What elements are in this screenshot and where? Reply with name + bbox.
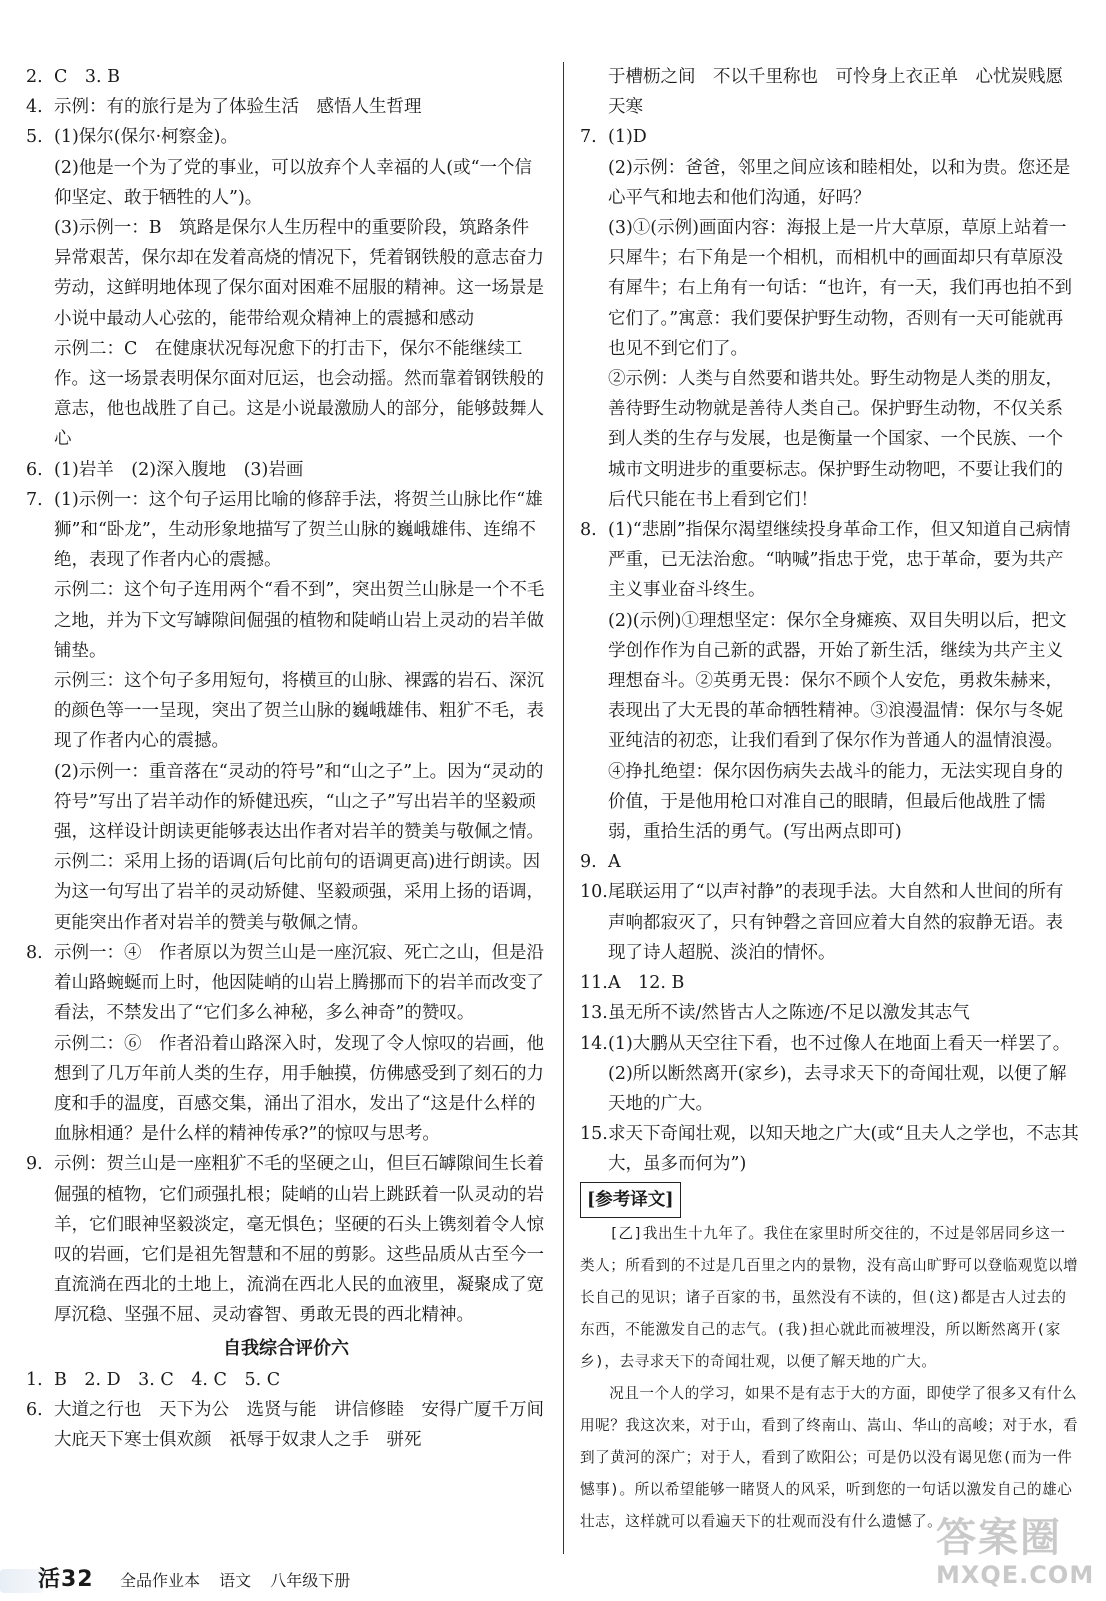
answer-text: (1)“悲剧”指保尔渴望继续投身革命工作，但又知道自己病情严重，已无法治愈。“呐喊”指忠于党，忠于革命，要为共产主义事业奋斗终生。 xyxy=(608,520,1071,601)
grade: 八年级下册 xyxy=(270,1571,351,1590)
answer-number: 15. xyxy=(580,1124,608,1145)
translation-paragraph: [乙]我出生十九年了。我住在家里时所交往的，不过是邻居同乡这一类人；所看到的不过是几百里之内的景物，没有高山旷野可以登临观览以增长自己的见识；诸子百家的书，虽然没有不读的，但(这)都是古人过去的东西，不能激发自己的志气。(我)担心就此而被埋没，所以断然离开(家乡)，去寻求天下的奇闻壮观，以便了解天地的广大。 xyxy=(580,1224,1079,1370)
answer-number: 11. xyxy=(580,973,608,994)
answer-item xyxy=(580,968,1080,998)
page-footer xyxy=(0,1565,560,1601)
answer-item xyxy=(26,1149,546,1330)
subject: 语文 xyxy=(219,1571,252,1590)
page-number: 活32 xyxy=(38,1567,94,1592)
reference-translation-label: [参考译文] xyxy=(580,1182,681,1218)
answer-subparagraph: (2)示例：爸爸，邻里之间应该和睦相处，以和为贵。您还是心平气和地去和他们沟通，好吗？ xyxy=(608,157,1071,208)
answer-number: 6. xyxy=(26,459,43,480)
translation-paragraph: 况且一个人的学习，如果不是有志于大的方面，即使学了很多又有什么用呢？我这次来，对于山，看到了终南山、嵩山、华山的高峻；对于水，看到了黄河的深广；对于人，看到了欧阳公；可是仍以没有谒见您(而为一件憾事)。所以希望能够一睹贤人的风采，听到您的一句话以激发自己的雄心壮志，这样就可以看遍天下的壮观而没有什么遗憾了。 xyxy=(580,1384,1079,1530)
answer-text: (1)示例一：这个句子运用比喻的修辞手法，将贺兰山脉比作“雄狮”和“卧龙”，生动形象地描写了贺兰山脉的巍峨雄伟、连绵不绝，表现了作者内心的震撼。 xyxy=(54,489,543,571)
answer-item xyxy=(26,1395,562,1455)
answer-number: 7. xyxy=(26,489,43,510)
answer-subparagraph: (2)所以断然离开(家乡)，去寻求天下的奇闻壮观，以便了解天地的广大。 xyxy=(608,1063,1067,1114)
answer-item xyxy=(26,62,546,92)
answer-subparagraph: 示例二：这个句子连用两个“看不到”，突出贺兰山脉是一个不毛之地，并为下文写罅隙间倔强的植物和陡峭山岩上灵动的岩羊做铺垫。 xyxy=(54,580,545,661)
answer-text: 示例：贺兰山是一座粗犷不毛的坚硬之山，但巨石罅隙间生长着倔强的植物，它们顽强扎根；陡峭的山岩上跳跃着一队灵动的岩羊，它们眼神坚毅淡定，毫无惧色；坚硬的石头上镌刻着令人惊叹的岩画，它们是祖先智慧和不屈的剪影。这些品质从古至今一直流淌在西北的土地上，流淌在西北人民的血液里，凝聚成了宽厚沉稳、坚强不屈、灵动睿智、勇敢无畏的西北精神。 xyxy=(54,1154,544,1326)
answer-number: 2. xyxy=(26,67,43,87)
answer-text: 示例一：④ 作者原以为贺兰山是一座沉寂、死亡之山，但是沿着山路蜿蜒而上时，他因陡峭的山岩上腾挪而下的岩羊而改变了看法，不禁发出了“它们多么神秘，多么神奇”的赞叹。 xyxy=(54,942,544,1024)
answer-number: 1. xyxy=(26,1369,43,1390)
answer-item xyxy=(580,1029,1080,1059)
answer-number: 9. xyxy=(580,852,597,873)
answer-item xyxy=(26,122,546,152)
left-column xyxy=(26,62,562,1455)
answer-subparagraph: ②示例：人类与自然要和谐共处。野生动物是人类的朋友，善待野生动物就是善待人类自己。保护野生动物，不仅关系到人类的生存与发展，也是衡量一个国家、一个民族、一个城市文明进步的重要标志。保护野生动物吧，不要让我们的后代只能在书上看到它们！ xyxy=(608,369,1063,510)
answer-number: 4. xyxy=(26,97,43,118)
answer-subparagraph: 示例二：采用上扬的语调(后句比前句的语调更高)进行朗读。因为这一句写出了岩羊的灵动矫健、坚毅顽强，采用上扬的语调，更能突出作者对岩羊的赞美与敬佩之情。 xyxy=(54,852,544,933)
answer-number: 8. xyxy=(26,942,43,963)
answer-number: 13. xyxy=(580,1003,608,1024)
answer-number: 5. xyxy=(26,127,43,148)
answer-item xyxy=(580,847,1080,877)
answer-item xyxy=(26,92,546,122)
answer-subparagraph: (2)示例一：重音落在“灵动的符号”和“山之子”上。因为“灵动的符号”写出了岩羊动作的矫健迅疾，“山之子”写出岩羊的坚毅顽强，这样设计朗读更能够表达出作者对岩羊的赞美与敬佩之情。 xyxy=(54,761,544,843)
answer-text: (1)岩羊 (2)深入腹地 (3)岩画 xyxy=(54,459,304,480)
answer-item xyxy=(580,122,1080,152)
reference-translation-heading xyxy=(580,1182,1080,1218)
answer-number: 9. xyxy=(26,1154,43,1175)
answer-item xyxy=(580,998,1080,1028)
book-title: 全品作业本 xyxy=(120,1571,201,1590)
answer-text: A xyxy=(608,852,621,873)
answer-number: 6. xyxy=(26,1399,43,1420)
answer-number: 14. xyxy=(580,1033,608,1054)
answer-subparagraph: 示例二：C 在健康状况每况愈下的打击下，保尔不能继续工作。这一场景表明保尔面对厄运，也会动摇。然而靠着钢铁般的意志，他也战胜了自己。这是小说最激励人的部分，能够鼓舞人心 xyxy=(54,338,544,450)
answer-number: 7. xyxy=(580,127,597,148)
answer-number: 8. xyxy=(580,520,597,541)
answer-subparagraph: 示例三：这个句子多用短句，将横亘的山脉、裸露的岩石、深沉的颜色等一一呈现，突出了贺兰山脉的巍峨雄伟、粗犷不毛，表现了作者内心的震撼。 xyxy=(54,671,544,752)
answer-text: (1)大鹏从天空往下看，也不过像人在地面上看天一样罢了。 xyxy=(608,1033,1071,1054)
answer-text: A 12. B xyxy=(608,973,685,994)
answer-text: 尾联运用了“以声衬静”的表现手法。大自然和人世间的所有声响都寂灭了，只有钟磬之音回应着大自然的寂静无语。表现了诗人超脱、淡泊的情怀。 xyxy=(608,882,1064,963)
column-divider xyxy=(563,62,564,1554)
answer-text: 虽无所不读/然皆古人之陈迹/不足以激发其志气 xyxy=(608,1003,970,1024)
answer-item xyxy=(580,515,1080,606)
answer-item xyxy=(26,938,546,1029)
answer-item xyxy=(26,485,546,576)
watermark-logo xyxy=(936,1515,1095,1593)
section-title: 自我综合评价六 xyxy=(223,1337,349,1359)
answer-text: B 2. D 3. C 4. C 5. C xyxy=(54,1369,281,1390)
answer-text: 求天下奇闻壮观，以知天地之广大(或“且夫人之学也，不志其大，虽多而何为”) xyxy=(608,1124,1079,1175)
answer-text: (1)D xyxy=(608,127,647,148)
watermark-cn: 答案圈 xyxy=(936,1515,1062,1561)
answer-item xyxy=(580,877,1080,968)
right-column xyxy=(580,62,1080,1538)
answer-text: 大道之行也 天下为公 选贤与能 讲信修睦 安得广厦千万间 大庇天下寒士俱欢颜 祇辱于奴隶人之手 骈死 xyxy=(54,1399,562,1450)
answer-subparagraph: (2)他是一个为了党的事业，可以放弃个人幸福的人(或“一个信仰坚定、敢于牺牲的人”)。 xyxy=(54,157,533,208)
answer-text: C 3. B xyxy=(54,67,121,87)
answer-item xyxy=(26,455,546,485)
answer-subparagraph: (2)(示例)①理想坚定：保尔全身瘫痪、双目失明以后，把文学创作作为自己新的武器，开始了新生活，继续为共产主义理想奋斗。②英勇无畏：保尔不顾个人安危，勇救朱赫来，表现出了大无畏的革命牺牲精神。③浪漫温情：保尔与冬妮亚纯洁的初恋，让我们看到了保尔作为普通人的温情浪漫。④挣扎绝望：保尔因伤病失去战斗的能力，无法实现自身的价值，于是他用枪口对准自己的眼睛，但最后他战胜了懦弱，重拾生活的勇气。(写出两点即可) xyxy=(608,610,1067,843)
answer-subparagraph: 示例二：⑥ 作者沿着山路深入时，发现了令人惊叹的岩画，他想到了几万年前人类的生存，用手触摸，仿佛感受到了刻石的力度和手的温度，百感交集，涌出了泪水，发出了“这是什么样的血脉相通？是什么样的精神传承?”的惊叹与思考。 xyxy=(54,1033,544,1145)
book-info xyxy=(120,1568,350,1594)
continued-text: 于槽枥之间 不以千里称也 可怜身上衣正单 心忧炭贱愿天寒 xyxy=(608,67,1063,118)
answer-item xyxy=(26,1365,546,1395)
answer-text: (1)保尔(保尔·柯察金)。 xyxy=(54,127,239,148)
answer-subparagraph: (3)示例一：B 筑路是保尔人生历程中的重要阶段，筑路条件异常艰苦，保尔却在发着高烧的情况下，凭着钢铁般的意志奋力劳动，这鲜明地体现了保尔面对困难不屈服的精神。这一场景是小说中最动人心弦的，能带给观众精神上的震撼和感动 xyxy=(54,218,544,329)
answer-item xyxy=(580,1119,1080,1179)
answer-text: 示例：有的旅行是为了体验生活 感悟人生哲理 xyxy=(54,97,422,118)
watermark-en: MXQE.COM xyxy=(936,1561,1095,1589)
answer-subparagraph: (3)①(示例)画面内容：海报上是一片大草原，草原上站着一只犀牛；右下角是一个相机，而相机中的画面却只有草原没有犀牛；右上角有一句话：“也许，有一天，我们再也拍不到它们了。”寓意：我们要保护野生动物，否则有一天可能就再也见不到它们了。 xyxy=(608,218,1072,359)
answer-number: 10. xyxy=(580,882,608,903)
